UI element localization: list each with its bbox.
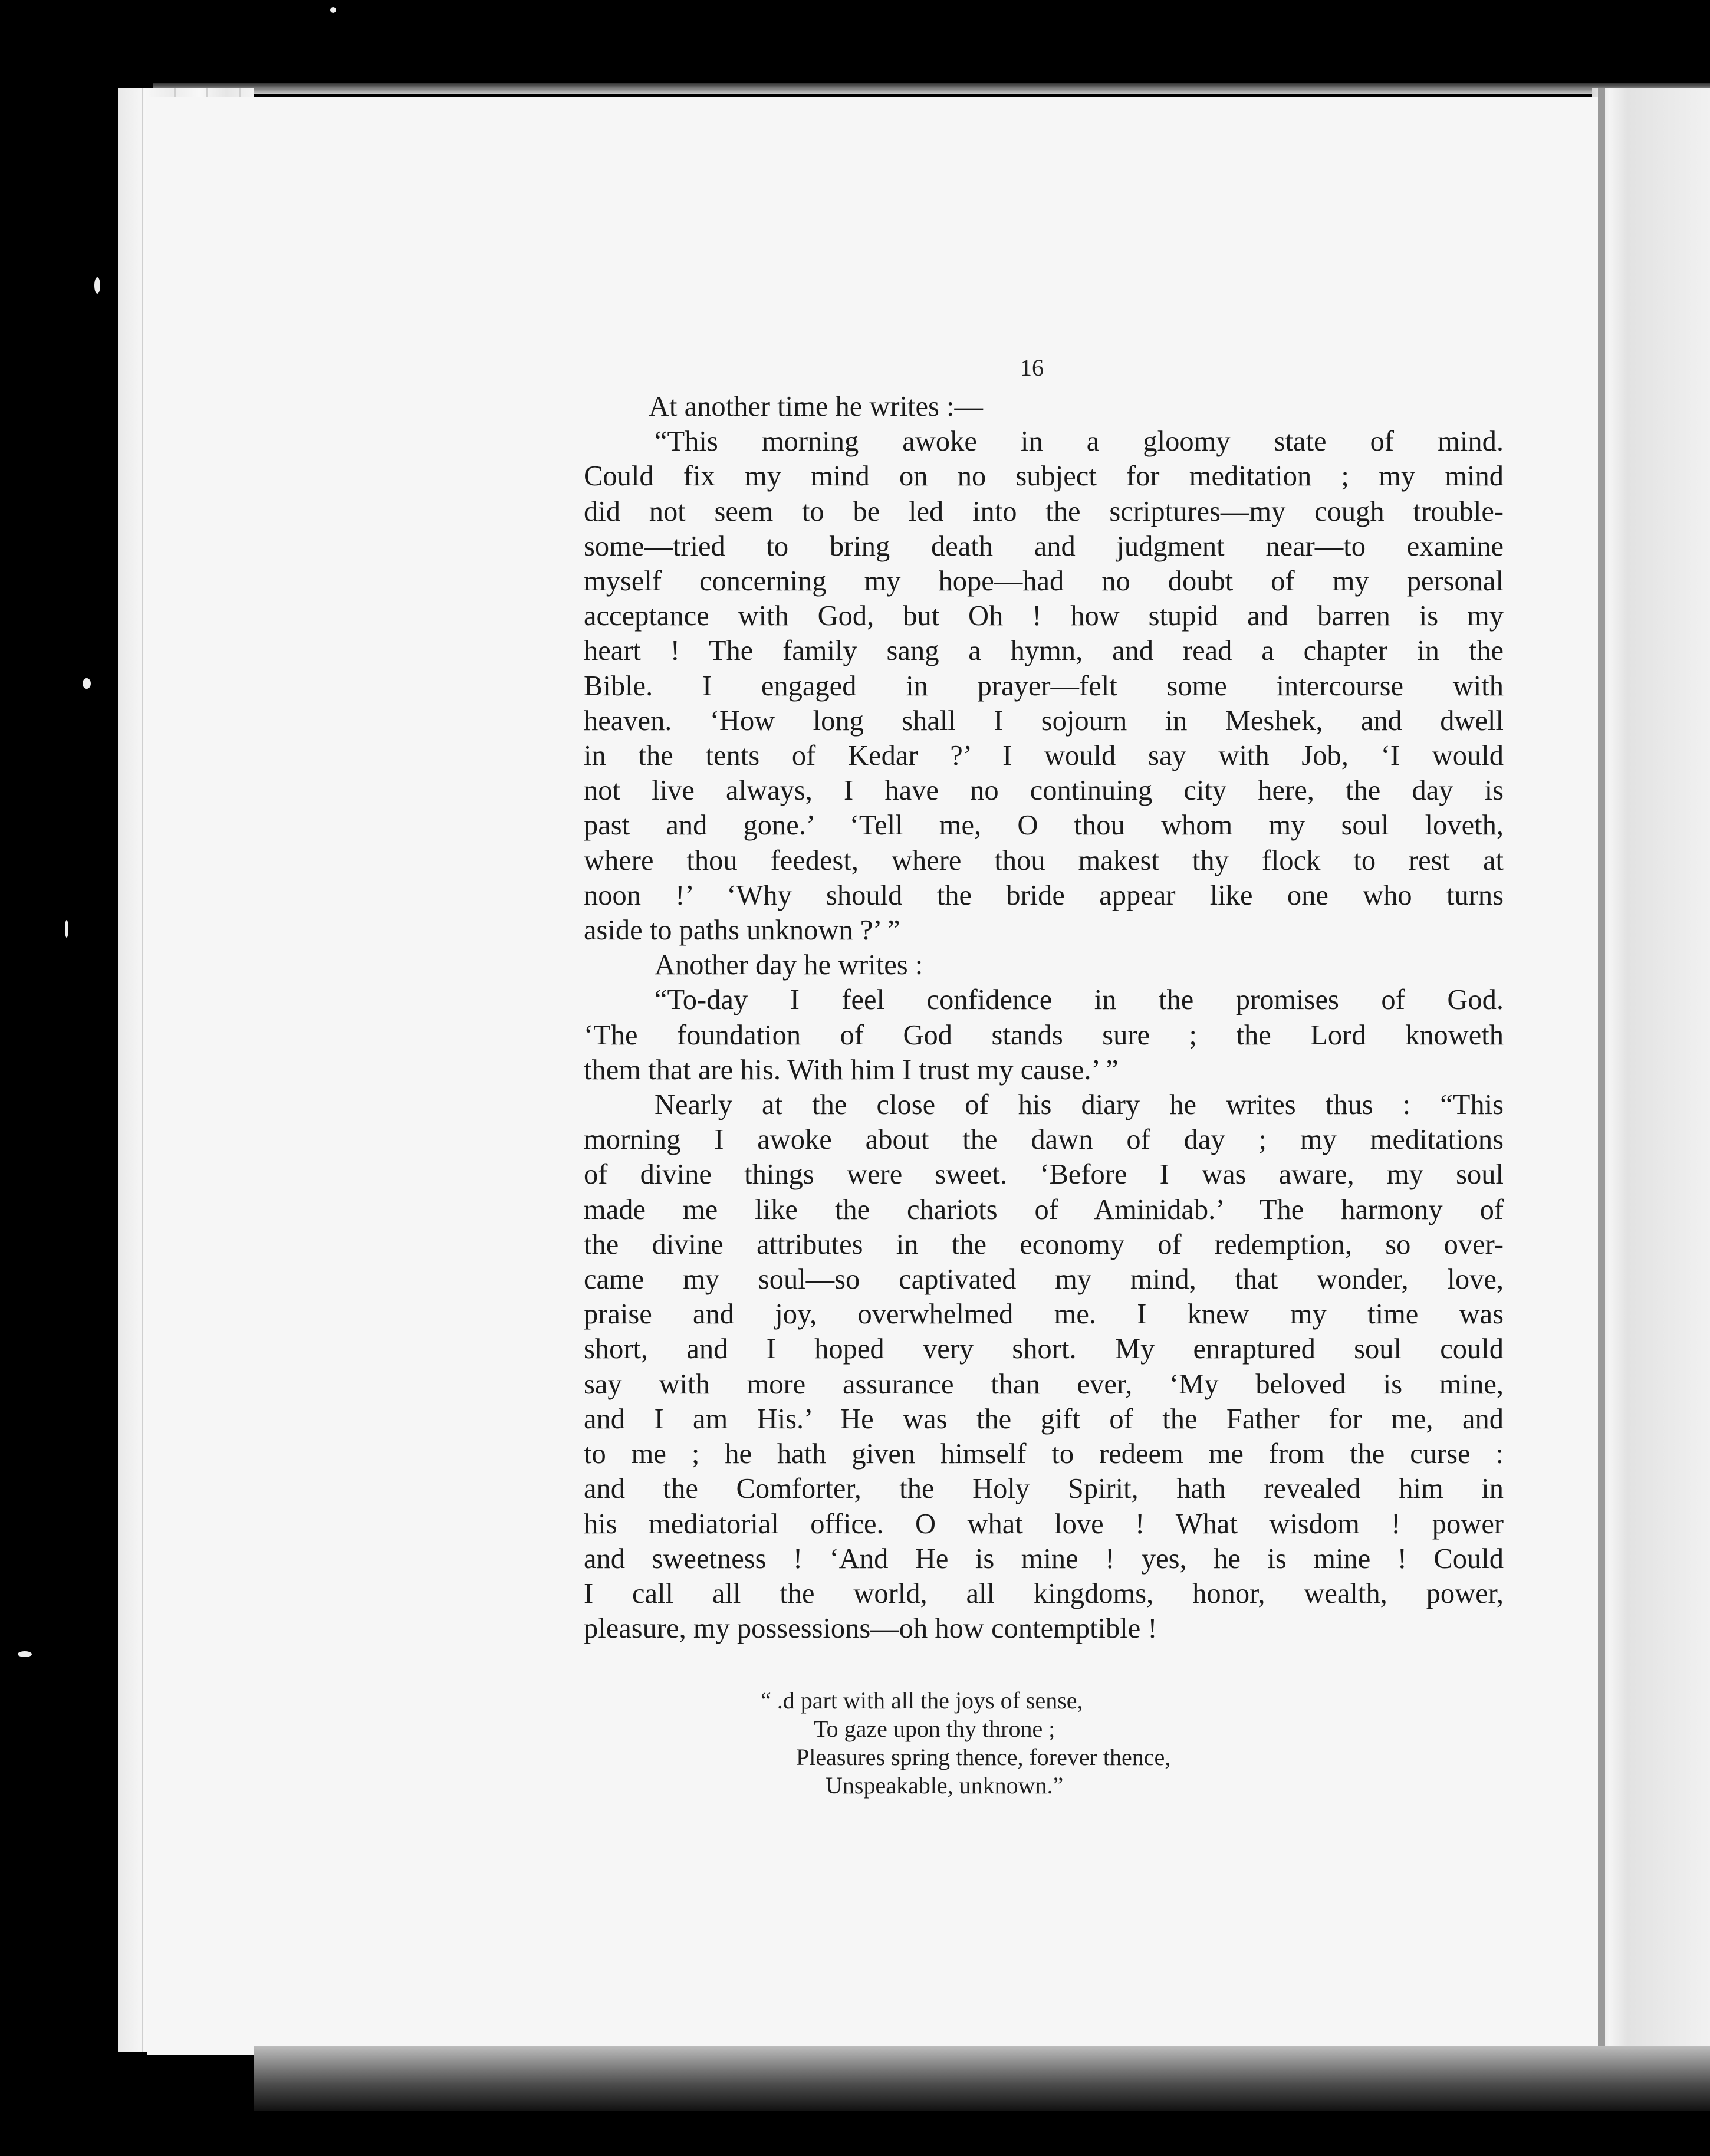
text-line: ‘The foundation of God stands sure ; the Lord knoweth <box>584 1019 1504 1051</box>
dust-speck <box>330 7 336 13</box>
text-line: acceptance with God, but Oh ! how stupid and barren is my <box>584 600 1504 632</box>
poem-line: “ .d part with all the joys of sense, <box>761 1687 1083 1714</box>
text-line: past and gone.’ ‘Tell me, O thou whom my soul loveth, <box>584 810 1504 842</box>
text-line: and the Comforter, the Holy Spirit, hath revealed him in <box>584 1473 1504 1505</box>
page-top-edge <box>153 83 1710 94</box>
dust-speck <box>94 277 100 294</box>
text-line: heart ! The family sang a hymn, and read a chapter in the <box>584 635 1504 667</box>
poem-line: Unspeakable, unknown.” <box>826 1772 1064 1799</box>
text-line: Nearly at the close of his diary he writes thus : “This <box>655 1089 1504 1121</box>
body-text <box>584 348 1504 1646</box>
text-line: and sweetness ! ‘And He is mine ! yes, he is mine ! Could <box>584 1543 1504 1575</box>
text-line: did not seem to be led into the scriptures—my cough trouble- <box>584 495 1504 527</box>
text-line: morning I awoke about the dawn of day ; my meditations <box>584 1124 1504 1156</box>
text-line: and I am His.’ He was the gift of the Father for me, and <box>584 1403 1504 1435</box>
dust-speck <box>65 920 68 938</box>
page-number: 16 <box>1020 354 1044 381</box>
text-line: “This morning awoke in a gloomy state of mind. <box>655 426 1504 458</box>
text-line: praise and joy, overwhelmed me. I knew my time was <box>584 1299 1504 1330</box>
dust-speck <box>18 1651 32 1657</box>
text-line: noon !’ ‘Why should the bride appear like one who turns <box>584 879 1504 911</box>
text-line: say with more assurance than ever, ‘My beloved is mine, <box>584 1368 1504 1400</box>
text-line: Bible. I engaged in prayer—felt some intercourse with <box>584 670 1504 702</box>
text-line: Could fix my mind on no subject for meditation ; my mind <box>584 461 1504 492</box>
text-line: heaven. ‘How long shall I sojourn in Meshek, and dwell <box>584 705 1504 737</box>
text-line: the divine attributes in the economy of redemption, so over- <box>584 1228 1504 1260</box>
text-line: some—tried to bring death and judgment near—to examine <box>584 530 1504 562</box>
text-line: made me like the chariots of Aminidab.’ The harmony of <box>584 1194 1504 1225</box>
page-edge-line <box>142 88 143 2052</box>
text-line: not live always, I have no continuing city here, the day is <box>584 775 1504 807</box>
text-line: myself concerning my hope—had no doubt of my personal <box>584 566 1504 597</box>
text-line: them that are his. With him I trust my cause.’ ” <box>584 1054 1119 1086</box>
text-line: of divine things were sweet. ‘Before I was aware, my soul <box>584 1159 1504 1191</box>
text-line: “To-day I feel confidence in the promises of God. <box>655 984 1504 1016</box>
page-bottom-shadow <box>254 2046 1710 2111</box>
facing-page-edge <box>1592 88 1710 2093</box>
text-line: in the tents of Kedar ?’ I would say with Job, ‘I would <box>584 740 1504 772</box>
text-line: I call all the world, all kingdoms, honor, wealth, power, <box>584 1577 1504 1609</box>
text-line: his mediatorial office. O what love ! What wisdom ! power <box>584 1508 1504 1540</box>
text-line: to me ; he hath given himself to redeem me from the curse : <box>584 1438 1504 1470</box>
text-line: Another day he writes : <box>655 949 923 981</box>
poem-line: To gaze upon thy throne ; <box>814 1715 1055 1742</box>
text-line: came my soul—so captivated my mind, that wonder, love, <box>584 1264 1504 1296</box>
text-line: where thou feedest, where thou makest thy flock to rest at <box>584 844 1504 876</box>
text-line: At another time he writes :— <box>649 391 984 422</box>
text-line: short, and I hoped very short. My enraptured soul could <box>584 1333 1504 1365</box>
text-line: pleasure, my possessions—oh how contemptible ! <box>584 1613 1157 1645</box>
poem-line: Pleasures spring thence, forever thence, <box>796 1744 1171 1770</box>
poem-quote <box>761 1687 1170 1800</box>
text-line: aside to paths unknown ?’ ” <box>584 915 900 946</box>
page-gutter-line <box>1598 88 1605 2082</box>
dust-speck <box>83 678 91 689</box>
